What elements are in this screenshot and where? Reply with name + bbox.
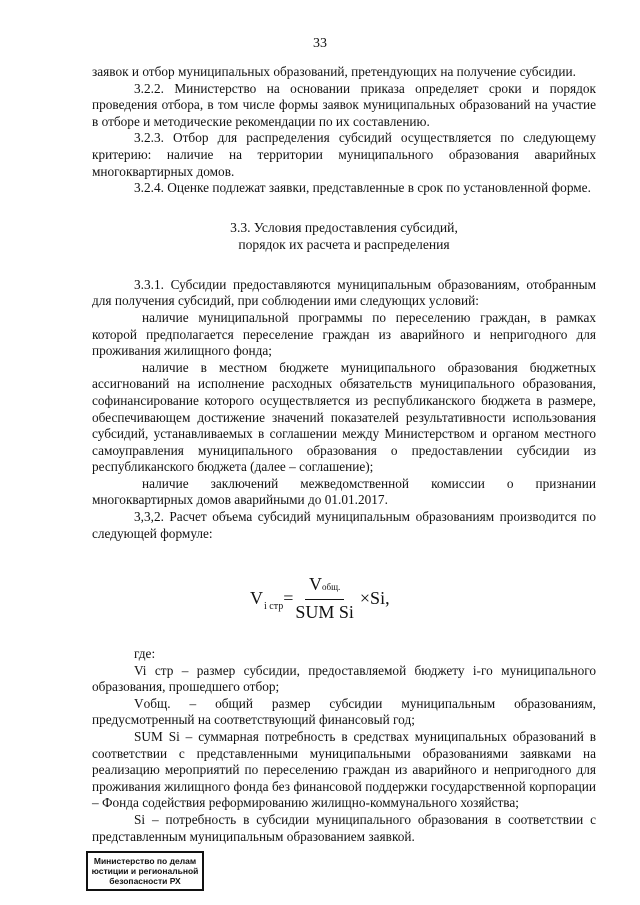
formula-lhs: $V_{i стр}$ — [250, 587, 284, 612]
condition-program: наличие муниципальной программы по переселению граждан, в рамках которой предполагается переселение граждан из аварийного и непригодного для проживания жилищного фонда; — [92, 309, 596, 359]
stamp-line-3: безопасности РХ — [109, 876, 181, 886]
paragraph-3-3-1: 3.3.1. Субсидии предоставляются муниципальным образованиям, отобранным для получения субсидий, при соблюдении ими следующих условий: — [92, 276, 596, 309]
page-number: 33 — [313, 36, 327, 51]
definition-v-total: Vобщ. – общий размер субсидии муниципальным образованиям, предусмотренный на соответствующий финансовый год; — [92, 695, 596, 728]
stamp-line-2: юстиции и региональной — [91, 866, 199, 876]
document-body — [92, 64, 596, 542]
condition-budget: наличие в местном бюджете муниципального образования бюджетных ассигнований на исполнение расходных обязательств муниципального образования, софинансирование которого осуществляется из республиканского бюджета в размере, обеспечивающем достижение значений показателей результативности использования субсидий, устанавливаемых в соглашении между Министерством и органом местного самоуправления муниципального образования о предоставлении субсидии из республиканского бюджета (далее – соглашение); — [92, 359, 596, 475]
ministry-stamp — [86, 851, 204, 891]
definition-si: Si – потребность в субсидии муниципального образования в соответствии с представленным муниципальным образованием заявкой. — [92, 811, 596, 844]
formula-multiplier: ×Si, — [359, 587, 390, 608]
condition-commission: наличие заключений межведомственной комиссии о признании многоквартирных домов аварийными до 01.01.2017. — [92, 475, 596, 508]
formula-equals: = — [283, 587, 294, 608]
paragraph-3-2-3: 3.2.3. Отбор для распределения субсидий осуществляется по следующему критерию: наличие на территории муниципального образования аварийных многоквартирных домов. — [92, 130, 596, 179]
subsidy-formula — [250, 568, 480, 628]
formula-numerator: Vобщ. — [305, 574, 344, 600]
paragraph-3-2-4: 3.2.4. Оценке подлежат заявки, представленные в срок по установленной форме. — [134, 180, 591, 196]
formula-numerator-subscript: общ. — [322, 582, 341, 592]
definition-vi-str: Vi стр – размер субсидии, предоставляемой бюджету i-го муниципального образования, прошедшего отбор; — [92, 662, 596, 695]
stamp-line-1: Министерство по делам — [93, 856, 197, 866]
formula-denominator: SUM Si — [295, 602, 354, 622]
paragraph-3-3-2: 3,3,2. Расчет объема субсидий муниципальным образованиям производится по следующей формуле: — [92, 509, 596, 541]
section-heading-line-1: 3.3. Условия предоставления субсидий, — [230, 219, 458, 235]
section-heading — [92, 219, 596, 253]
section-heading-line-2: порядок их расчета и распределения — [238, 236, 450, 252]
formula-lhs-subscript: i стр — [264, 600, 284, 612]
definition-sum-si: SUM Si – суммарная потребность в средствах муниципальных образований в соответствии с представленными муниципальными образованиями заявками на реализацию мероприятий по переселению граждан из аварийного и непригодного для проживания жилищного фонда без финансовой поддержки государственной корпорации – Фонда содействия реформированию жилищно-коммунального хозяйства; — [92, 728, 596, 811]
formula-definitions — [92, 646, 596, 845]
paragraph-3-2-2: 3.2.2. Министерство на основании приказа определяет сроки и порядок проведения отбора, в том числе формы заявок муниципальных образований на участие в отборе и методические рекомендации по их составлению. — [92, 80, 596, 129]
formula-fraction — [295, 574, 354, 622]
definitions-intro: где: — [134, 646, 156, 661]
paragraph-continuation: заявок и отбор муниципальных образований, претендующих на получение субсидии. — [92, 64, 576, 79]
